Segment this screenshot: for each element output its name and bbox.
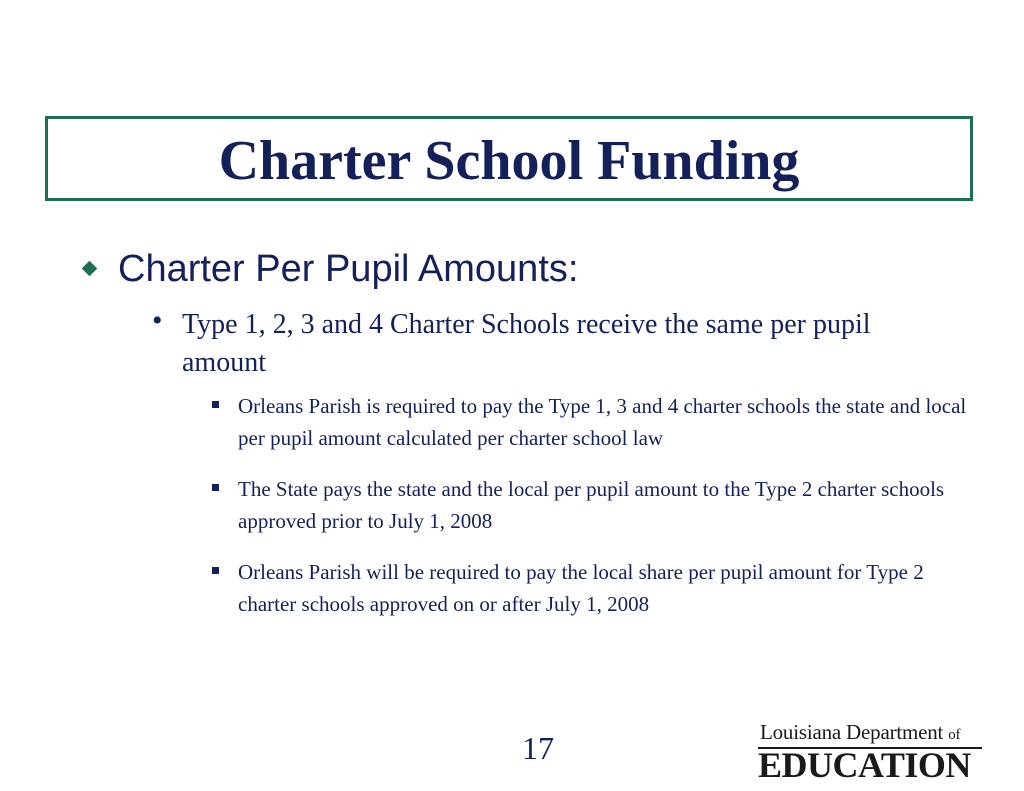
square-bullet-icon [212, 401, 219, 408]
logo-line1 [760, 720, 960, 745]
square-bullet-icon [212, 567, 219, 574]
title-box [45, 116, 973, 201]
bullet-level2-text: Type 1, 2, 3 and 4 Charter Schools receive the same per pupil amount [182, 309, 871, 378]
dot-bullet-icon: • [152, 304, 163, 337]
logo-education-text: EDUCATION [758, 745, 971, 785]
logo-of-text: of [948, 727, 961, 743]
logo-department-text: Louisiana Department [760, 720, 944, 744]
square-bullet-icon [212, 484, 219, 491]
louisiana-education-logo [758, 720, 986, 785]
bullet-level1-text: Charter Per Pupil Amounts: [118, 248, 579, 290]
diamond-bullet-icon [82, 261, 98, 277]
slide-title: Charter School Funding [218, 129, 800, 192]
page-number: 17 [522, 730, 554, 766]
bullet-level3-text: Orleans Parish is required to pay the Type 1, 3 and 4 charter schools the state and local per pupil amount calculated per charter school law [238, 394, 967, 450]
bullet-level3-text: The State pays the state and the local per pupil amount to the Type 2 charter schools approved prior to July 1, 2008 [238, 477, 945, 533]
bullet-level3-text: Orleans Parish will be required to pay the local share per pupil amount for Type 2 charter schools approved on or after July 1, 2008 [238, 560, 924, 616]
